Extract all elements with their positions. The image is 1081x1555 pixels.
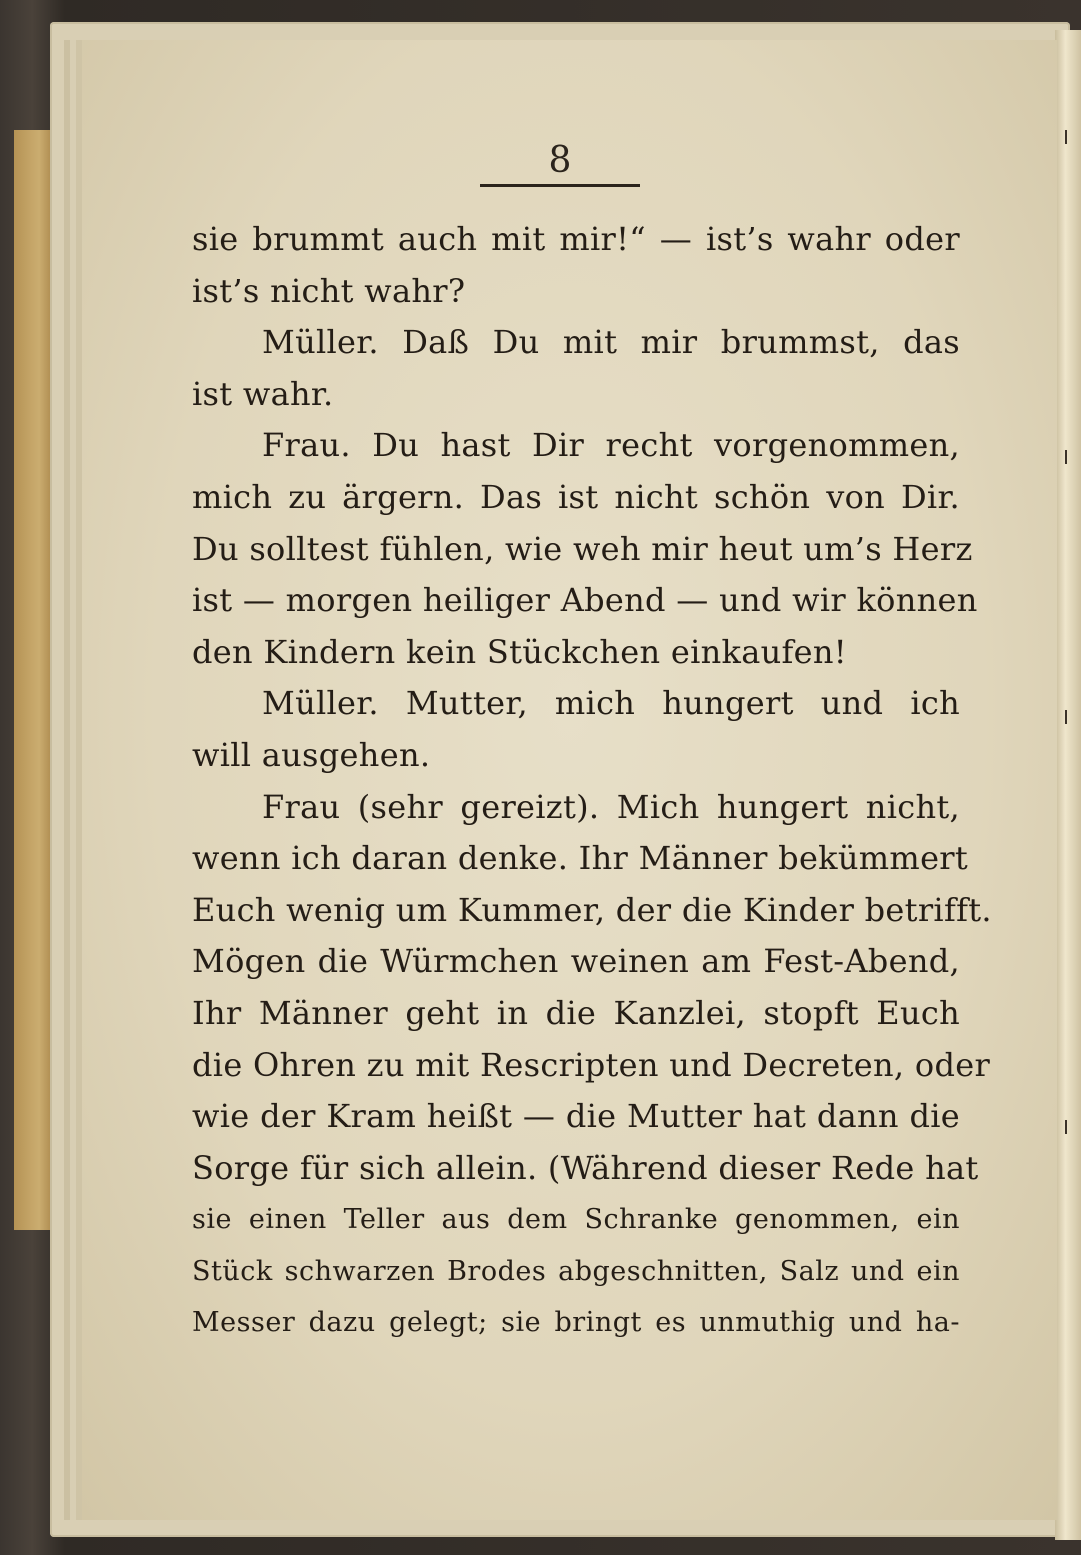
edge-mark: [1065, 130, 1077, 144]
right-page-edge: [1055, 30, 1081, 1540]
text-line: Mögen die Würmchen weinen am Fest-Abend,: [192, 942, 960, 981]
edge-mark: [1065, 450, 1077, 464]
text-line: Stück schwarzen Brodes abgeschnitten, Salz und ein: [192, 1255, 960, 1287]
text-line: sie brummt auch mit mir!“ — ist’s wahr oder: [192, 220, 960, 258]
text-line: ist wahr.: [192, 374, 334, 413]
header-rule: [480, 184, 640, 187]
text-line: ist — morgen heiliger Abend — und wir können: [192, 581, 978, 620]
edge-mark: [1065, 1120, 1077, 1134]
text-line: Frau. Du hast Dir recht vorgenommen,: [262, 426, 960, 465]
text-line: Ihr Männer geht in die Kanzlei, stopft Euch: [192, 993, 960, 1032]
text-line: Müller. Daß Du mit mir brummst, das: [262, 323, 960, 362]
text-line: den Kindern kein Stückchen einkaufen!: [192, 632, 847, 671]
text-line: Frau (sehr gereizt). Mich hungert nicht,: [262, 787, 960, 826]
text-line: Euch wenig um Kummer, der die Kinder betrifft.: [192, 890, 992, 929]
text-line: mich zu ärgern. Das ist nicht schön von Dir.: [192, 477, 960, 516]
text-line: wie der Kram heißt — die Mutter hat dann die: [192, 1097, 960, 1136]
text-line: will ausgehen.: [192, 735, 431, 774]
text-line: Müller. Mutter, mich hungert und ich: [262, 684, 960, 723]
text-line: wenn ich daran denke. Ihr Männer bekümmert: [192, 839, 969, 878]
text-line: Sorge für sich allein. (Während dieser Rede hat: [192, 1148, 979, 1187]
page-number: 8: [548, 140, 572, 181]
text-line: Du solltest fühlen, wie weh mir heut um’s Herz: [192, 529, 973, 568]
edge-mark: [1065, 710, 1077, 724]
page-text: [192, 214, 992, 1349]
text-line: Messer dazu gelegt; sie bringt es unmuthig und ha-: [192, 1307, 960, 1339]
text-line: sie einen Teller aus dem Schranke genommen, ein: [192, 1204, 960, 1236]
text-line: die Ohren zu mit Rescripten und Decreten, oder: [192, 1045, 991, 1084]
text-line: ist’s nicht wahr?: [192, 271, 466, 310]
